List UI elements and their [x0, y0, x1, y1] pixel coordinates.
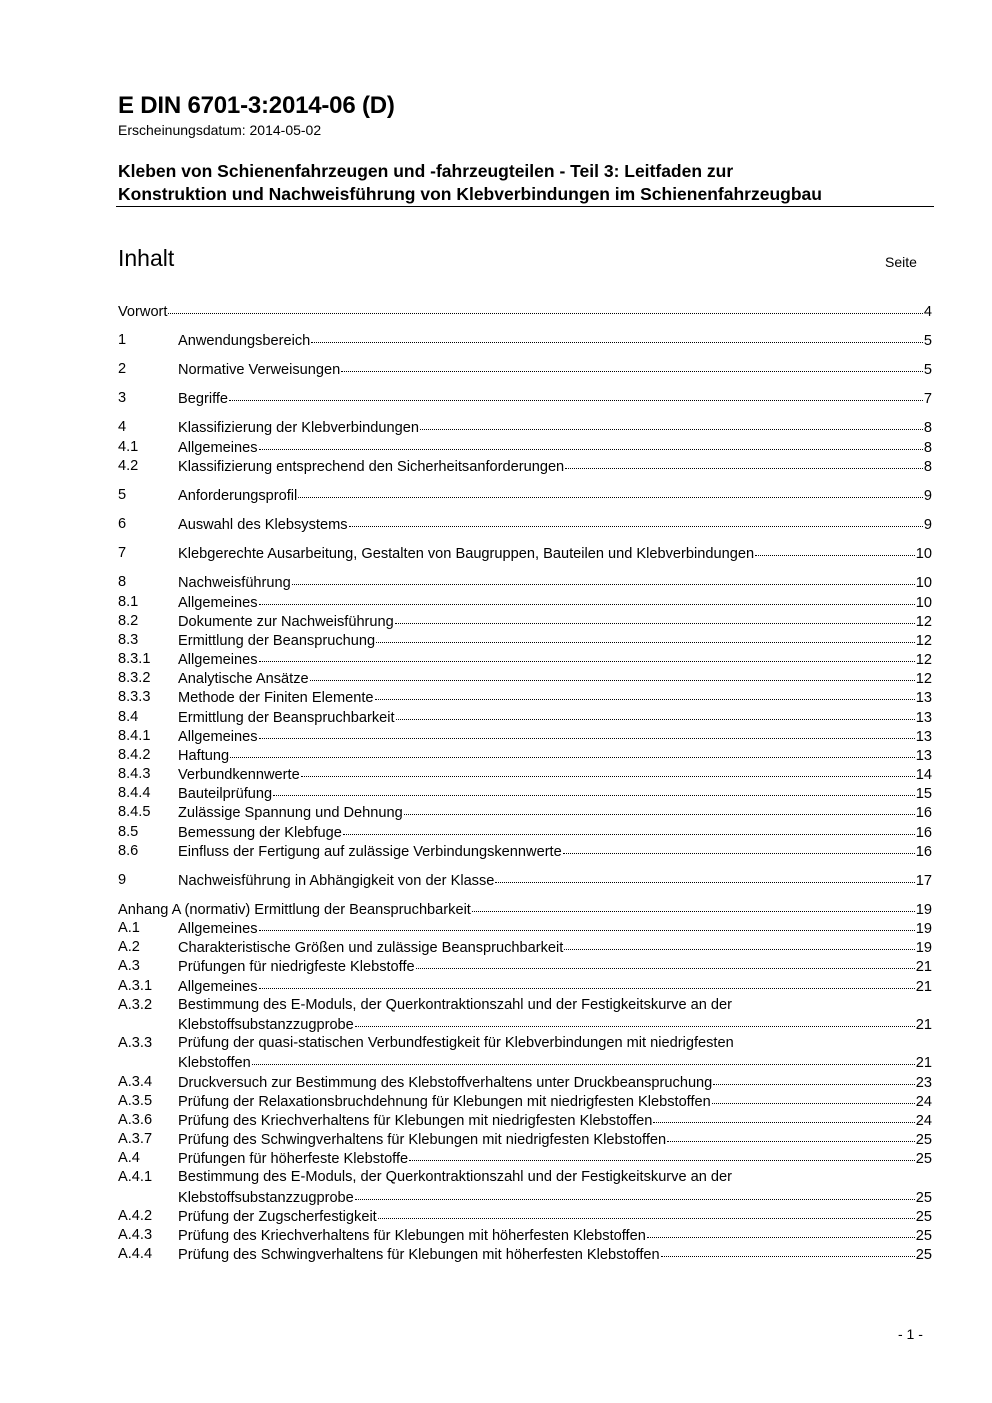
- toc-entry-title: Ermittlung der Beanspruchbarkeit: [178, 710, 395, 726]
- toc-dot-leader: [355, 1185, 915, 1200]
- toc-entry-page: 16: [915, 805, 932, 821]
- toc-entry-title: Prüfung des Schwingverhaltens für Klebungen mit höherfesten Klebstoffen: [178, 1247, 660, 1263]
- toc-entry-number: 1: [118, 332, 127, 348]
- toc-entry[interactable]: [118, 417, 932, 437]
- toc-entry-title: Bauteilprüfung: [178, 786, 273, 802]
- toc-entry-page: 9: [923, 517, 932, 533]
- toc-entry-number: A.3.7: [118, 1131, 153, 1147]
- toc-dot-leader: [409, 1146, 915, 1161]
- toc-entry-title: Bestimmung des E-Moduls, der Querkontraktionszahl und der Festigkeitskurve an der: [178, 997, 733, 1013]
- toc-dot-leader: [375, 685, 915, 700]
- toc-dot-leader: [495, 868, 914, 883]
- toc-entry-page: 25: [915, 1132, 932, 1148]
- toc-entry-line: [178, 514, 932, 535]
- toc-entry-number: 3: [118, 390, 127, 406]
- toc-entry-title: Auswahl des Klebsystems: [178, 517, 348, 533]
- toc-entry-title: Vorwort: [118, 304, 168, 320]
- toc-entry-page: 14: [915, 767, 932, 783]
- toc-entry[interactable]: [118, 1148, 932, 1168]
- toc-entry-number: 8.6: [118, 843, 139, 859]
- toc-dot-leader: [712, 1089, 915, 1104]
- toc-entry[interactable]: [118, 330, 932, 350]
- toc-entry-page: 23: [915, 1075, 932, 1091]
- toc-entry[interactable]: [118, 1167, 932, 1187]
- toc-entry-number: A.4.1: [118, 1169, 153, 1185]
- toc-entry-title: Anforderungsprofil: [178, 488, 298, 504]
- toc-entry-number: 8.3.2: [118, 670, 151, 686]
- toc-entry-title: Begriffe: [178, 391, 229, 407]
- toc-entry-title: Bestimmung des E-Moduls, der Querkontraktionszahl und der Festigkeitskurve an der: [178, 1169, 733, 1185]
- toc-dot-leader: [472, 897, 915, 912]
- toc-entry-page: 8: [923, 420, 932, 436]
- toc-entry-page: 9: [923, 488, 932, 504]
- toc-entry-page: 12: [915, 614, 932, 630]
- toc-entry-number: 8.3.1: [118, 651, 151, 667]
- toc-entry-number: A.4.2: [118, 1208, 153, 1224]
- toc-entry-page: 13: [915, 690, 932, 706]
- toc-entry[interactable]: [118, 687, 932, 707]
- toc-entry-number: 8.4.1: [118, 728, 151, 744]
- toc-entry[interactable]: [118, 802, 932, 822]
- toc-entry-title: Klebstoffsubstanzzugprobe: [178, 1017, 354, 1033]
- toc-entry-line: [178, 388, 932, 409]
- toc-entry-number: A.3.4: [118, 1074, 153, 1090]
- toc-dot-leader: [292, 570, 915, 585]
- toc-dot-leader: [341, 357, 923, 372]
- toc-entry-title: Druckversuch zur Bestimmung des Klebstoffverhaltens unter Druckbeanspruchung: [178, 1075, 713, 1091]
- toc-entry-number: A.3.5: [118, 1093, 153, 1109]
- toc-entry-title: Nachweisführung: [178, 575, 291, 591]
- toc-entry-title: Methode der Finiten Elemente: [178, 690, 374, 706]
- toc-entry-title: Klassifizierung entsprechend den Sicherheitsanforderungen: [178, 459, 565, 475]
- toc-entry-page: 8: [923, 459, 932, 475]
- toc-entry-number: 8: [118, 574, 127, 590]
- toc-entry[interactable]: [118, 301, 932, 321]
- toc-entry-page: 12: [915, 652, 932, 668]
- toc-dot-leader: [667, 1127, 915, 1142]
- toc-entry-number: A.4.4: [118, 1246, 153, 1262]
- toc-entry-page: 13: [915, 710, 932, 726]
- toc-dot-leader: [229, 386, 923, 401]
- toc-dot-leader: [301, 762, 915, 777]
- toc-dot-leader: [376, 628, 915, 643]
- publication-date: Erscheinungsdatum: 2014-05-02: [118, 122, 322, 138]
- toc-entry-number: A.2: [118, 939, 140, 955]
- toc-entry-page: 4: [923, 304, 932, 320]
- toc-entry-line: [178, 841, 932, 862]
- toc-dot-leader: [259, 916, 915, 931]
- toc-entry[interactable]: [118, 485, 932, 505]
- toc-entry-page: 13: [915, 729, 932, 745]
- toc-entry-page: 21: [915, 959, 932, 975]
- toc-entry-page: 25: [915, 1190, 932, 1206]
- toc-entry-page: 5: [923, 333, 932, 349]
- toc-entry-page: 8: [923, 440, 932, 456]
- toc-entry[interactable]: [118, 543, 932, 563]
- toc-entry-line: [178, 359, 932, 380]
- toc-entry-page: 12: [915, 633, 932, 649]
- toc-entry-title: Haftung: [178, 748, 230, 764]
- toc-dot-leader: [273, 781, 915, 796]
- toc-dot-leader: [259, 647, 915, 662]
- toc-entry-line: [178, 870, 932, 891]
- toc-entry-page: 24: [915, 1094, 932, 1110]
- toc-entry-page: 16: [915, 825, 932, 841]
- toc-entry-line: [178, 1014, 932, 1035]
- toc-dot-leader: [310, 666, 915, 681]
- document-title-line-2: Konstruktion und Nachweisführung von Klebverbindungen im Schienenfahrzeugbau: [118, 184, 822, 204]
- toc-entry-title: Allgemeines: [178, 595, 258, 611]
- toc-entry-page: 25: [915, 1247, 932, 1263]
- toc-entry-title: Anwendungsbereich: [178, 333, 311, 349]
- toc-entry-title: Prüfung der quasi-statischen Verbundfestigkeit für Klebverbindungen mit niedrigfesten: [178, 1035, 734, 1051]
- toc-entry-title: Prüfung des Kriechverhaltens für Klebungen mit niedrigfesten Klebstoffen: [178, 1113, 653, 1129]
- page-column-label: Seite: [885, 254, 917, 270]
- toc-entry-line: [178, 1148, 932, 1169]
- toc-entry-page: 19: [915, 921, 932, 937]
- toc-entry-line: [178, 543, 932, 564]
- toc-entry-page: 25: [915, 1209, 932, 1225]
- toc-entry-number: 8.4.2: [118, 747, 151, 763]
- toc-dot-leader: [396, 705, 915, 720]
- toc-dot-leader: [259, 435, 923, 450]
- toc-entry[interactable]: [118, 388, 932, 408]
- toc-entry-number: 4: [118, 419, 127, 435]
- toc-dot-leader: [252, 1050, 915, 1065]
- toc-entry-number: 6: [118, 516, 127, 532]
- toc-entry-page: 17: [915, 873, 932, 889]
- toc-entry[interactable]: [118, 1014, 932, 1034]
- toc-dot-leader: [713, 1070, 914, 1085]
- toc-dot-leader: [565, 454, 923, 469]
- toc-dot-leader: [259, 974, 915, 989]
- toc-dot-leader: [564, 935, 914, 950]
- toc-entry-number: 2: [118, 361, 127, 377]
- toc-entry-page: 21: [915, 1017, 932, 1033]
- toc-entry[interactable]: [118, 976, 932, 996]
- toc-dot-leader: [416, 954, 915, 969]
- toc-entry-title: Bemessung der Klebfuge: [178, 825, 342, 841]
- toc-dot-leader: [343, 820, 915, 835]
- toc-entry-page: 19: [915, 902, 932, 918]
- toc-entry-title: Dokumente zur Nachweisführung: [178, 614, 394, 630]
- toc-entry-page: 5: [923, 362, 932, 378]
- toc-entry-page: 10: [915, 575, 932, 591]
- toc-entry-title: Analytische Ansätze: [178, 671, 309, 687]
- toc-entry-title: Allgemeines: [178, 921, 258, 937]
- toc-dot-leader: [355, 1012, 915, 1027]
- toc-entry-title: Prüfungen für höherfeste Klebstoffe: [178, 1151, 409, 1167]
- toc-entry-number: 8.5: [118, 824, 139, 840]
- toc-entry-title: Zulässige Spannung und Dehnung: [178, 805, 403, 821]
- toc-entry-page: 13: [915, 748, 932, 764]
- toc-entry-title: Normative Verweisungen: [178, 362, 341, 378]
- toc-entry-number: A.1: [118, 920, 140, 936]
- toc-entry-title: Prüfung der Relaxationsbruchdehnung für Klebungen mit niedrigfesten Klebstoffen: [178, 1094, 711, 1110]
- toc-entry[interactable]: [118, 1244, 932, 1264]
- toc-entry[interactable]: [118, 870, 932, 890]
- page-number: - 1 -: [898, 1326, 923, 1342]
- toc-entry-line: [178, 976, 932, 997]
- toc-entry-line: [178, 456, 932, 477]
- toc-entry[interactable]: [118, 359, 932, 379]
- toc-entry-page: 19: [915, 940, 932, 956]
- toc-entry-number: 5: [118, 487, 127, 503]
- toc-dot-leader: [298, 483, 923, 498]
- toc-entry-line: [178, 1244, 932, 1265]
- toc-dot-leader: [653, 1108, 914, 1123]
- toc-entry-title: Prüfungen für niedrigfeste Klebstoffe: [178, 959, 415, 975]
- document-title: [118, 160, 948, 206]
- toc-entry-title: Prüfung der Zugscherfestigkeit: [178, 1209, 377, 1225]
- toc-entry-page: 10: [915, 595, 932, 611]
- toc-entry-line: [178, 485, 932, 506]
- toc-entry-title: Prüfung des Kriechverhaltens für Klebungen mit höherfesten Klebstoffen: [178, 1228, 646, 1244]
- toc-entry-page: 24: [915, 1113, 932, 1129]
- toc-entry[interactable]: [118, 514, 932, 534]
- toc-entry-page: 10: [915, 546, 932, 562]
- toc-entry-page: 16: [915, 844, 932, 860]
- toc-entry-title: Allgemeines: [178, 440, 258, 456]
- toc-entry-page: 25: [915, 1151, 932, 1167]
- toc-entry-title: Allgemeines: [178, 979, 258, 995]
- document-title-line-1: Kleben von Schienenfahrzeugen und -fahrzeugteilen - Teil 3: Leitfaden zur: [118, 161, 734, 181]
- toc-dot-leader: [311, 328, 923, 343]
- toc-entry-number: 4.2: [118, 458, 139, 474]
- toc-entry-number: A.3.2: [118, 997, 153, 1013]
- toc-entry-page: 25: [915, 1228, 932, 1244]
- toc-entry-number: 4.1: [118, 439, 139, 455]
- toc-heading: Inhalt: [118, 245, 175, 271]
- toc-entry-number: A.3: [118, 958, 140, 974]
- toc-entry-number: 9: [118, 872, 127, 888]
- toc-entry-title: Ermittlung der Beanspruchung: [178, 633, 376, 649]
- toc-entry-number: A.3.1: [118, 978, 153, 994]
- toc-entry-page: 21: [915, 1055, 932, 1071]
- toc-entry-page: 15: [915, 786, 932, 802]
- toc-entry-number: A.3.3: [118, 1035, 153, 1051]
- toc-entry-number: A.4.3: [118, 1227, 153, 1243]
- toc-entry-number: 8.2: [118, 613, 139, 629]
- toc-entry-number: 8.4.5: [118, 804, 151, 820]
- toc-entry-number: A.3.6: [118, 1112, 153, 1128]
- toc-entry[interactable]: [118, 572, 932, 592]
- toc-dot-leader: [230, 743, 915, 758]
- toc-dot-leader: [647, 1223, 915, 1238]
- toc-entry-number: 8.3.3: [118, 689, 151, 705]
- toc-entry-title: Klebstoffen: [178, 1055, 251, 1071]
- toc-entry-number: 8.4: [118, 709, 139, 725]
- toc-dot-leader: [404, 800, 915, 815]
- toc-dot-leader: [259, 590, 915, 605]
- toc-entry-title: Prüfung des Schwingverhaltens für Klebungen mit niedrigfesten Klebstoffen: [178, 1132, 667, 1148]
- toc-entry-title: Allgemeines: [178, 729, 258, 745]
- toc-dot-leader: [349, 512, 923, 527]
- toc-dot-leader: [259, 724, 915, 739]
- toc-dot-leader: [168, 299, 922, 314]
- toc-entry-title: Klebstoffsubstanzzugprobe: [178, 1190, 354, 1206]
- toc-entry-title: Klebgerechte Ausarbeitung, Gestalten von Baugruppen, Bauteilen und Klebverbindungen: [178, 546, 755, 562]
- toc-entry-title: Allgemeines: [178, 652, 258, 668]
- document-id: E DIN 6701-3:2014-06 (D): [118, 92, 395, 119]
- toc-entry-number: A.4: [118, 1150, 140, 1166]
- toc-entry[interactable]: [118, 1052, 932, 1072]
- toc-entry-number: 8.4.4: [118, 785, 151, 801]
- toc-entry-number: 8.4.3: [118, 766, 151, 782]
- toc-entry-number: 8.1: [118, 594, 139, 610]
- toc-entry-page: 7: [923, 391, 932, 407]
- toc-entry-line: [118, 301, 932, 322]
- toc-entry-page: 21: [915, 979, 932, 995]
- toc-entry-title: Klassifizierung der Klebverbindungen: [178, 420, 419, 436]
- toc-entry-line: [178, 330, 932, 351]
- toc-dot-leader: [755, 541, 915, 556]
- toc-entry-page: 12: [915, 671, 932, 687]
- title-divider: [116, 206, 934, 207]
- toc-entry[interactable]: [118, 841, 932, 861]
- toc-entry-title: Verbundkennwerte: [178, 767, 300, 783]
- toc-entry-number: 8.3: [118, 632, 139, 648]
- toc-entry-title: Anhang A (normativ) Ermittlung der Beanspruchbarkeit: [118, 902, 471, 918]
- toc-entry-title: Nachweisführung in Abhängigkeit von der Klasse: [178, 873, 495, 889]
- toc-dot-leader: [378, 1204, 915, 1219]
- toc-entry[interactable]: [118, 456, 932, 476]
- toc-dot-leader: [395, 609, 915, 624]
- toc-entry-title: Charakteristische Größen und zulässige Beanspruchbarkeit: [178, 940, 564, 956]
- toc-entry-title: Einfluss der Fertigung auf zulässige Verbindungskennwerte: [178, 844, 562, 860]
- toc-entry-number: 7: [118, 545, 127, 561]
- toc-dot-leader: [661, 1242, 915, 1257]
- toc-dot-leader: [563, 839, 915, 854]
- toc-entry[interactable]: [118, 956, 932, 976]
- toc-dot-leader: [420, 415, 923, 430]
